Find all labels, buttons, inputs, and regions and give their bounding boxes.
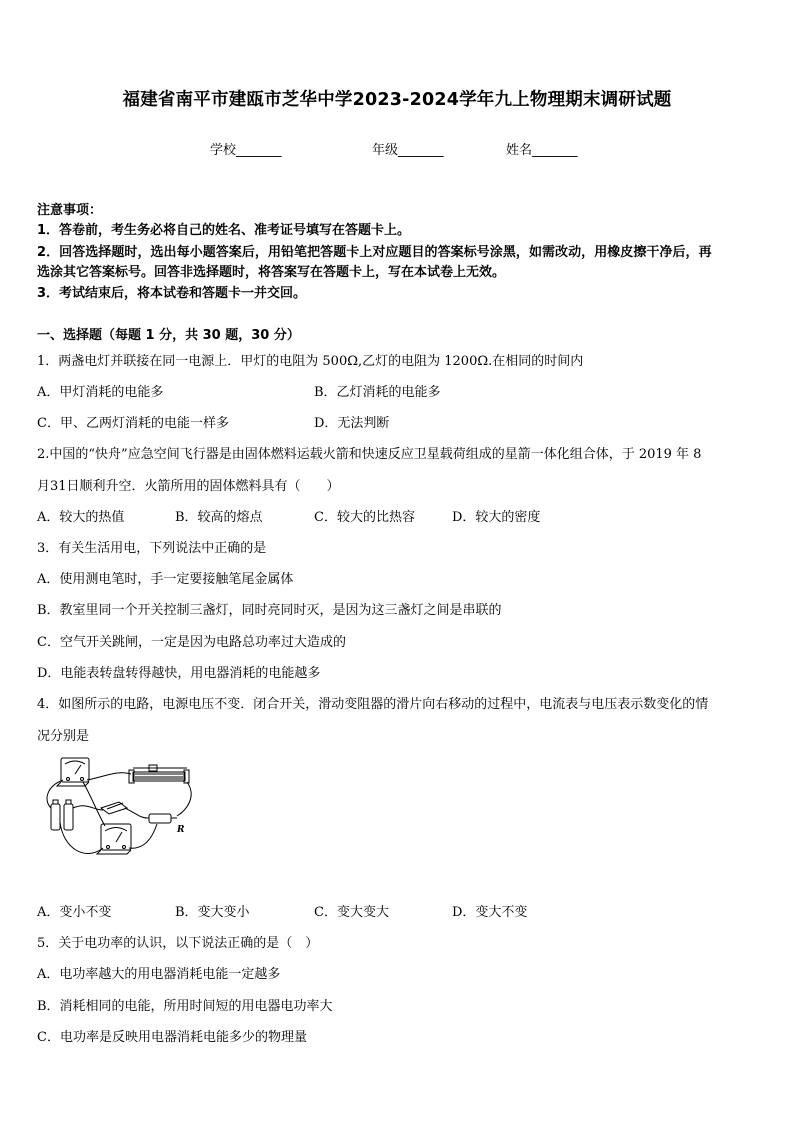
q1-option-d: D．无法判断 — [314, 416, 390, 431]
question-2-stem-cont: 月31日顺利升空．火箭所用的固体燃料具有（ ） — [37, 479, 340, 494]
circuit-diagram-figure — [37, 752, 207, 870]
q5-option-a: A．电功率越大的用电器消耗电能一定越多 — [37, 967, 281, 982]
question-3-stem: 3．有关生活用电，下列说法中正确的是 — [37, 541, 267, 556]
note-item: 1．答卷前，考生务必将自己的姓名、准考证号填写在答题卡上。 — [37, 223, 411, 238]
voltmeter-icon — [57, 758, 89, 786]
question-2-stem: 2.中国的“快舟”应急空间飞行器是由固体燃料运载火箭和快速反应卫星载荷组成的星箭一体化组合体，于 2019 年 8 — [37, 447, 702, 462]
switch-icon — [101, 802, 127, 814]
grade-field: 年级_______ — [372, 143, 444, 158]
question-5-stem: 5．关于电功率的认识，以下说法正确的是（ ） — [37, 936, 319, 951]
q5-option-b: B．消耗相同的电能，所用时间短的用电器电功率大 — [37, 999, 333, 1014]
q4-option-b: B．变大变小 — [175, 905, 250, 920]
question-4-stem: 4．如图所示的电路，电源电压不变．闭合开关，滑动变阻器的滑片向右移动的过程中，电流表与电压表示数变化的情 — [37, 697, 709, 712]
q4-option-c: C．变大变大 — [314, 905, 389, 920]
q4-option-a: A．变小不变 — [37, 905, 112, 920]
q3-option-b: B．教室里同一个开关控制三盏灯，同时亮同时灭，是因为这三盏灯之间是串联的 — [37, 603, 502, 618]
q2-option-c: C．较大的比热容 — [314, 510, 415, 525]
q4-option-d: D．变大不变 — [452, 905, 528, 920]
rheostat-icon — [129, 765, 189, 783]
q1-option-b: B．乙灯消耗的电能多 — [314, 385, 441, 400]
battery-icon — [51, 800, 73, 830]
q3-option-d: D．电能表转盘转得越快，用电器消耗的电能越多 — [37, 666, 321, 681]
q3-option-a: A．使用测电笔时，手一定要接触笔尾金属体 — [37, 572, 294, 587]
school-field: 学校_______ — [210, 143, 282, 158]
ammeter-icon — [97, 824, 131, 854]
q2-option-d: D．较大的密度 — [452, 510, 541, 525]
q1-option-c: C．甲、乙两灯消耗的电能一样多 — [37, 416, 229, 431]
section-heading: 一、选择题（每题 1 分，共 30 题，30 分） — [37, 328, 300, 343]
q5-option-c: C．电功率是反映用电器消耗电能多少的物理量 — [37, 1030, 307, 1045]
note-item: 2．回答选择题时，选出每小题答案后，用铅笔把答题卡上对应题目的答案标号涂黑，如需改动，用橡皮擦干净后，再 — [37, 245, 712, 260]
notes-heading: 注意事项： — [37, 203, 103, 218]
resistor-label: R — [177, 825, 185, 835]
name-field: 姓名_______ — [506, 143, 578, 158]
resistor-icon — [145, 814, 177, 823]
q3-option-c: C．空气开关跳闸，一定是因为电路总功率过大造成的 — [37, 635, 346, 650]
question-1-stem: 1．两盏电灯并联接在同一电源上．甲灯的电阻为 500Ω,乙灯的电阻为 1200Ω.在相同的时间内 — [37, 354, 584, 369]
q2-option-b: B．较高的熔点 — [175, 510, 263, 525]
note-item: 选涂其它答案标号。回答非选择题时，将答案写在答题卡上，写在本试卷上无效。 — [37, 265, 506, 280]
note-item: 3．考试结束后，将本试卷和答题卡一并交回。 — [37, 286, 307, 301]
page-title: 福建省南平市建瓯市芝华中学2023-2024学年九上物理期末调研试题 — [122, 90, 672, 110]
q1-option-a: A．甲灯消耗的电能多 — [37, 385, 164, 400]
q2-option-a: A．较大的热值 — [37, 510, 125, 525]
question-4-stem-cont: 况分别是 — [37, 729, 90, 744]
